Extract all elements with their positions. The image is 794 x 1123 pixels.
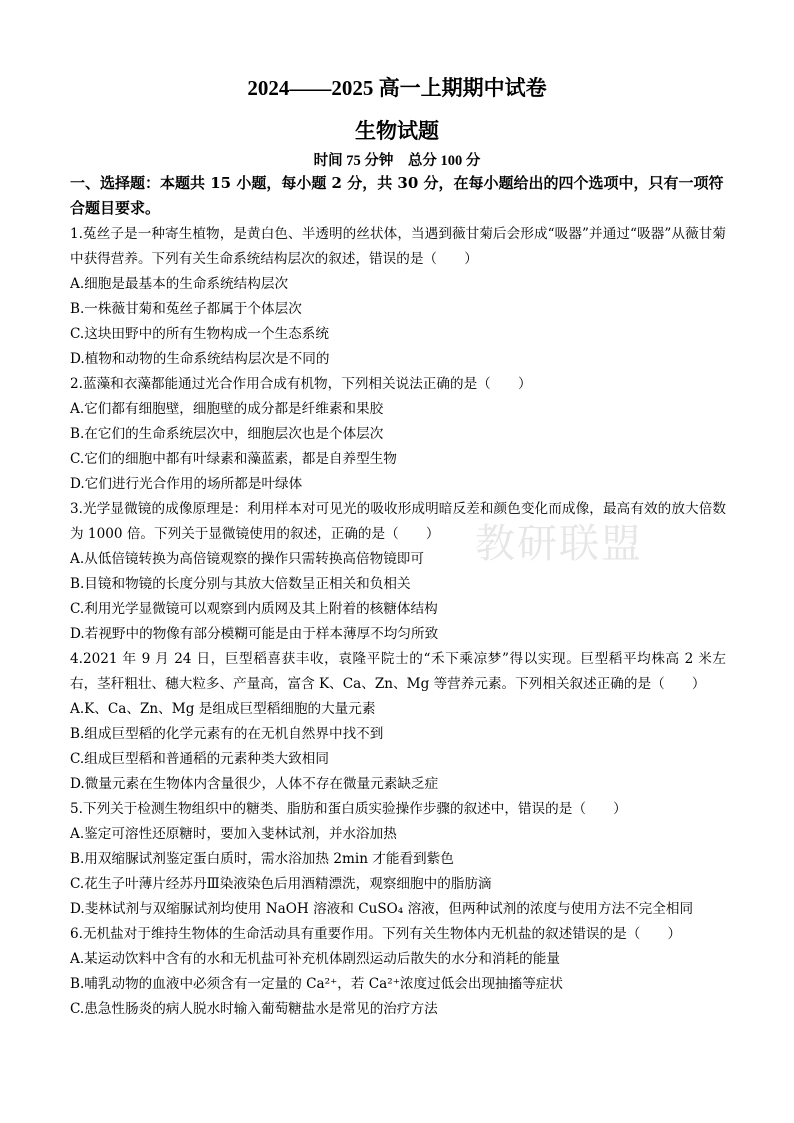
questions-body bbox=[70, 222, 726, 1022]
question-5-option-c: C.花生子叶薄片经苏丹Ⅲ染液染色后用酒精漂洗，观察细胞中的脂肪滴 bbox=[70, 876, 492, 892]
question-3-option-d: D.若视野中的物像有部分模糊可能是由于样本薄厚不均匀所致 bbox=[70, 626, 439, 642]
question-5-option-d: D.斐林试剂与双缩脲试剂均使用 NaOH 溶液和 CuSO₄ 溶液，但两种试剂的浓度与使用方法不完全相同 bbox=[70, 901, 694, 917]
question-3-option-c: C.利用光学显微镜可以观察到内质网及其上附着的核糖体结构 bbox=[70, 601, 438, 617]
question-1-option-d: D.植物和动物的生命系统结构层次是不同的 bbox=[70, 351, 330, 367]
question-3-option-b: B.目镜和物镜的长度分别与其放大倍数呈正相关和负相关 bbox=[70, 576, 411, 592]
question-5-option-b: B.用双缩脲试剂鉴定蛋白质时，需水浴加热 2min 才能看到紫色 bbox=[70, 851, 454, 867]
question-6-option-a: A.某运动饮料中含有的水和无机盐可补充机体剧烈运动后散失的水分和消耗的能量 bbox=[70, 951, 560, 967]
question-5-option-a: A.鉴定可溶性还原糖时，要加入斐林试剂，并水浴加热 bbox=[70, 826, 397, 842]
question-stem-1: 1.菟丝子是一种寄生植物，是黄白色、半透明的丝状体，当遇到薇甘菊后会形成“吸器”并通过“吸器”从薇甘菊中获得营养。下列有关生命系统结构层次的叙述，错误的是（ ） bbox=[70, 226, 726, 267]
time-score-line: 时间 75 分钟 总分 100 分 bbox=[313, 153, 481, 169]
question-6-option-c: C.患急性肠炎的病人脱水时输入葡萄糖盐水是常见的治疗方法 bbox=[70, 1001, 438, 1017]
question-stem-5: 5.下列关于检测生物组织中的糖类、脂肪和蛋白质实验操作步骤的叙述中，错误的是（ ） bbox=[70, 801, 627, 817]
question-4-option-d: D.微量元素在生物体内含量很少，人体不存在微量元素缺乏症 bbox=[70, 776, 439, 792]
question-6-option-b: B.哺乳动物的血液中必须含有一定量的 Ca²⁺，若 Ca²⁺浓度过低会出现抽搐等症状 bbox=[70, 976, 564, 992]
watermark-text: 教研联盟 bbox=[475, 521, 643, 567]
question-2-option-d: D.它们进行光合作用的场所都是叶绿体 bbox=[70, 476, 303, 492]
question-stem-2: 2.蓝藻和衣藻都能通过光合作用合成有机物，下列相关说法正确的是（ ） bbox=[70, 376, 532, 392]
question-4-option-b: B.组成巨型稻的化学元素有的在无机自然界中找不到 bbox=[70, 726, 384, 742]
question-2-option-c: C.它们的细胞中都有叶绿素和藻蓝素，都是自养型生物 bbox=[70, 451, 397, 467]
question-stem-6: 6.无机盐对于维持生物体的生命活动具有重要作用。下列有关生物体内无机盐的叙述错误的是（ ） bbox=[70, 926, 682, 942]
question-1-option-c: C.这块田野中的所有生物构成一个生态系统 bbox=[70, 326, 329, 342]
question-4-option-a: A.K、Ca、Zn、Mg 是组成巨型稻细胞的大量元素 bbox=[70, 701, 376, 717]
question-4-option-c: C.组成巨型稻和普通稻的元素种类大致相同 bbox=[70, 751, 329, 767]
question-1-option-b: B.一株薇甘菊和菟丝子都属于个体层次 bbox=[70, 301, 302, 317]
question-3-option-a: A.从低倍镜转换为高倍镜观察的操作只需转换高倍物镜即可 bbox=[70, 551, 424, 567]
question-stem-3: 3.光学显微镜的成像原理是：利用样本对可见光的吸收形成明暗反差和颜色变化而成像，最高有效的放大倍数为 1000 倍。下列关于显微镜使用的叙述，正确的是（ ） bbox=[70, 501, 726, 542]
question-2-option-a: A.它们都有细胞壁，细胞壁的成分都是纤维素和果胶 bbox=[70, 401, 384, 417]
exam-title: 2024——2025 高一上期期中试卷 bbox=[247, 76, 547, 100]
question-2-option-b: B.在它们的生命系统层次中，细胞层次也是个体层次 bbox=[70, 426, 384, 442]
subject-title: 生物试题 bbox=[355, 119, 439, 143]
question-stem-4: 4.2021 年 9 月 24 日，巨型稻喜获丰收，袁隆平院士的“禾下乘凉梦”得以实现。巨型稻平均株高 2 米左右，茎秆粗壮、穗大粒多、产量高，富含 K、Ca、Zn、Mg 等营养元素。下列相关叙述正确的是（ ） bbox=[70, 651, 726, 692]
section-heading: 一、选择题：本题共 15 小题，每小题 2 分，共 30 分，在每小题给出的四个选项中，只有一项符合题目要求。 bbox=[70, 174, 724, 217]
question-1-option-a: A.细胞是最基本的生命系统结构层次 bbox=[70, 276, 289, 292]
